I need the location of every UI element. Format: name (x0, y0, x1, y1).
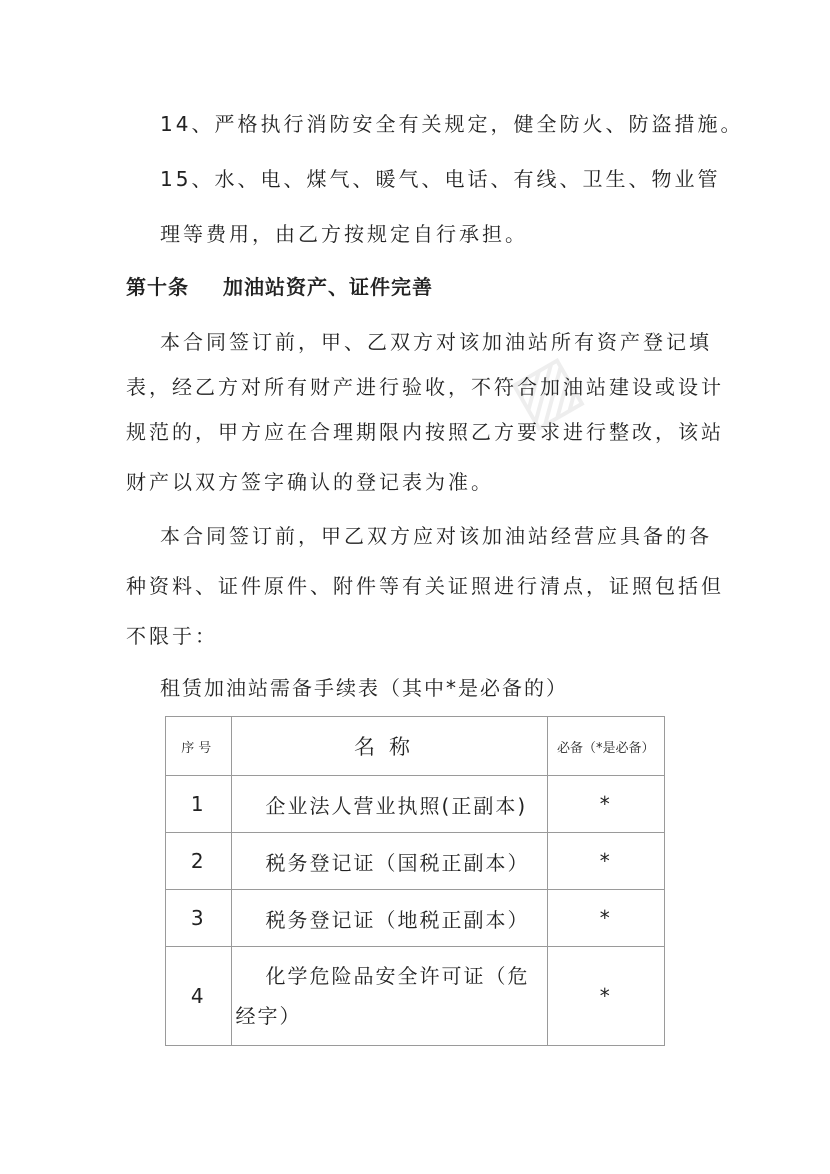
article-number: 第十条 (126, 275, 189, 299)
requirements-table (165, 716, 665, 1046)
paragraph-2-line-1: 本合同签订前，甲乙双方应对该加油站经营应具备的各 (160, 524, 712, 548)
table-row (166, 833, 665, 890)
row-index: 2 (166, 833, 232, 890)
row-required-mark: * (547, 947, 664, 1046)
paragraph-1-line-1: 本合同签订前，甲、乙双方对该加油站所有资产登记填 (160, 330, 712, 354)
header-index: 序号 (166, 717, 232, 776)
row-name: 化学危险品安全许可证（危经字） (231, 947, 547, 1046)
clause-15-line-2: 理等费用，由乙方按规定自行承担。 (160, 222, 528, 246)
row-name: 税务登记证（地税正副本） (231, 890, 547, 947)
article-heading (126, 271, 433, 300)
clause-15-line-1: 15、水、电、煤气、暖气、电话、有线、卫生、物业管 (160, 167, 721, 191)
row-required-mark: * (547, 890, 664, 947)
table-row (166, 890, 665, 947)
clause-14: 14、严格执行消防安全有关规定，健全防火、防盗措施。 (160, 112, 744, 136)
row-required-mark: * (547, 776, 664, 833)
article-title: 加油站资产、证件完善 (223, 275, 433, 299)
row-name: 税务登记证（国税正副本） (231, 833, 547, 890)
paragraph-1-line-4: 财产以双方签字确认的登记表为准。 (126, 470, 494, 494)
table-header-row (166, 717, 665, 776)
header-name: 名称 (231, 717, 547, 776)
row-required-mark: * (547, 833, 664, 890)
table-caption: 租赁加油站需备手续表（其中*是必备的） (160, 676, 568, 700)
table-row (166, 947, 665, 1046)
paragraph-1-line-2: 表，经乙方对所有财产进行验收，不符合加油站建设或设计 (126, 375, 724, 399)
paragraph-2-line-2: 种资料、证件原件、附件等有关证照进行清点，证照包括但 (126, 574, 724, 598)
header-required: 必备（*是必备） (547, 717, 664, 776)
row-index: 4 (166, 947, 232, 1046)
table-row (166, 776, 665, 833)
watermark: ▨ (496, 337, 595, 442)
row-index: 3 (166, 890, 232, 947)
paragraph-1-line-3: 规范的，甲方应在合理期限内按照乙方要求进行整改，该站 (126, 420, 724, 444)
row-index: 1 (166, 776, 232, 833)
paragraph-2-line-3: 不限于： (126, 624, 218, 648)
row-name: 企业法人营业执照(正副本) (231, 776, 547, 833)
